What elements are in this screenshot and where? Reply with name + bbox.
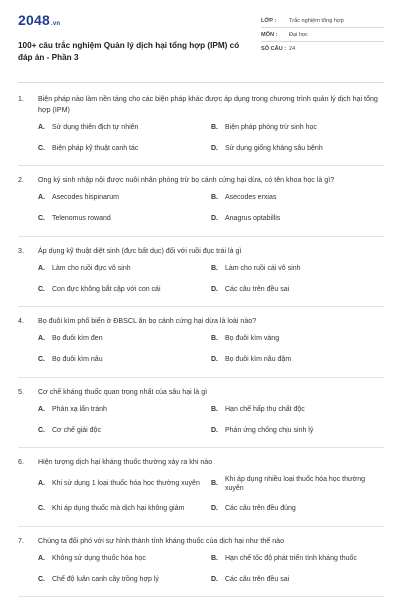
answer-option[interactable]: [38, 214, 211, 225]
option-letter: D.: [211, 426, 218, 434]
answer-option[interactable]: [211, 122, 384, 133]
option-text: Biện pháp kỹ thuật canh tác: [52, 144, 139, 152]
meta-value: 24: [289, 45, 296, 52]
meta-count-row: [261, 42, 384, 55]
option-letter: B.: [211, 554, 218, 562]
answer-option[interactable]: [211, 504, 384, 515]
option-text: Sử dụng thiên địch tự nhiên: [52, 123, 139, 131]
option-letter: D.: [211, 505, 218, 513]
answer-option[interactable]: [211, 574, 384, 585]
answer-option[interactable]: [38, 334, 211, 345]
option-letter: A.: [38, 335, 45, 343]
option-text: Phản xạ lẩn tránh: [52, 405, 107, 413]
answer-option[interactable]: [211, 143, 384, 154]
option-text: Con đực không bắt cặp với con cái: [52, 285, 161, 293]
answer-option[interactable]: [211, 425, 384, 436]
question-text: Hiện tượng dịch hại kháng thuốc thường xảy ra khi nào: [38, 458, 213, 466]
option-text: Không sử dụng thuốc hóa học: [52, 554, 146, 562]
question-item: [18, 457, 384, 527]
question-number: 1.: [18, 95, 24, 103]
option-text: Anagrus optabillis: [225, 215, 281, 223]
question-number: 3.: [18, 246, 24, 255]
answer-option[interactable]: [211, 214, 384, 225]
answer-option[interactable]: [38, 553, 211, 564]
document-meta: [261, 14, 384, 74]
option-text: Telenomus rowand: [52, 215, 111, 223]
question-divider: [18, 377, 384, 378]
answer-options: [18, 193, 384, 235]
answer-option[interactable]: [38, 143, 211, 154]
option-letter: C.: [38, 144, 45, 152]
option-letter: B.: [211, 194, 218, 202]
option-text: Khi áp dụng thuốc mà dịch hại không giảm: [52, 505, 185, 513]
question-text: Ong ký sinh nhập nội được nuôi nhân phòng trừ bọ cánh cứng hại dừa, có tên khoa học là gì?: [38, 176, 335, 184]
option-letter: B.: [211, 480, 218, 488]
option-letter: C.: [38, 285, 45, 293]
question-divider: [18, 526, 384, 527]
answer-options: [18, 334, 384, 376]
option-text: Khi áp dụng nhiều loại thuốc hóa học thường xuyên: [225, 475, 366, 492]
option-text: Sử dụng giống kháng sâu bệnh: [225, 144, 323, 152]
question-divider: [18, 236, 384, 237]
option-text: Các câu trên đều đúng: [225, 505, 296, 513]
question-number: 5.: [18, 387, 24, 396]
option-letter: A.: [38, 405, 45, 413]
answer-option[interactable]: [38, 504, 211, 515]
option-letter: C.: [38, 215, 45, 223]
option-letter: A.: [38, 264, 45, 272]
answer-option[interactable]: [211, 355, 384, 366]
option-letter: B.: [211, 123, 218, 131]
answer-options: [18, 475, 384, 525]
meta-label: MÔN :: [261, 31, 278, 38]
option-letter: C.: [38, 356, 45, 364]
answer-option[interactable]: [38, 425, 211, 436]
answer-option[interactable]: [211, 334, 384, 345]
meta-value: Đại học: [289, 31, 308, 38]
option-letter: B.: [211, 335, 218, 343]
option-letter: A.: [38, 194, 45, 202]
option-letter: C.: [38, 426, 45, 434]
meta-class-row: [261, 14, 384, 28]
option-text: Hạn chế tốc độ phát triển tính kháng thuốc: [225, 554, 357, 562]
question-number: 7.: [18, 536, 24, 545]
answer-option[interactable]: [38, 263, 211, 274]
answer-option[interactable]: [211, 404, 384, 415]
answer-option[interactable]: [38, 193, 211, 204]
option-text: Phản ứng chống chịu sinh lý: [225, 426, 314, 434]
answer-option[interactable]: [38, 404, 211, 415]
option-text: Chế độ luân canh cây trồng hợp lý: [52, 575, 159, 583]
option-text: Làm cho ruồi cái vô sinh: [225, 264, 301, 272]
option-letter: A.: [38, 123, 45, 131]
option-text: Biện pháp phòng trừ sinh học: [225, 123, 317, 131]
answer-option[interactable]: [38, 574, 211, 585]
question-item: [18, 94, 384, 166]
answer-option[interactable]: [38, 475, 211, 494]
question-item: [18, 175, 384, 237]
answer-option[interactable]: [211, 553, 384, 564]
option-letter: A.: [38, 554, 45, 562]
answer-options: [18, 122, 384, 164]
option-text: Bọ đuôi kìm đen: [52, 335, 103, 343]
option-letter: B.: [211, 264, 218, 272]
option-text: Bọ đuôi kìm nâu: [52, 356, 103, 364]
option-text: Asecodes hispinarum: [52, 194, 119, 202]
answer-option[interactable]: [38, 355, 211, 366]
question-number: 2.: [18, 176, 24, 184]
answer-option[interactable]: [211, 284, 384, 295]
logo-main: 2048: [18, 12, 50, 28]
option-letter: D.: [211, 144, 218, 152]
option-text: Làm cho ruồi đực vô sinh: [52, 264, 131, 272]
question-text: Áp dụng kỹ thuật diệt sinh (đực bất dục) đối với ruồi đục trái là gì: [38, 246, 242, 255]
question-text: Chúng ta đối phó với sự hình thành tính kháng thuốc của dịch hại như thế nào: [38, 536, 285, 545]
meta-value: Trắc nghiệm tổng hợp: [289, 17, 344, 24]
logo-domain: .vn: [50, 21, 61, 27]
question-text: Biện pháp nào làm nền tảng cho các biện pháp khác được áp dụng trong chương trình quản lý dịch hại tổng hợp (IPM): [38, 95, 378, 114]
option-letter: D.: [211, 285, 218, 293]
question-divider: [18, 447, 384, 448]
question-item: [18, 536, 384, 598]
question-item: [18, 387, 384, 449]
question-text: Bọ đuôi kìm phổ biến ở ĐBSCL ăn bọ cánh cứng hại dừa là loài nào?: [38, 317, 257, 325]
question-header: [18, 246, 384, 257]
question-list: [18, 94, 384, 597]
answer-option[interactable]: [211, 193, 384, 204]
question-header: [18, 536, 384, 547]
question-header: [18, 175, 384, 186]
question-text: Cơ chế kháng thuốc quan trọng nhất của sâu hại là gì: [38, 387, 208, 396]
option-letter: D.: [211, 575, 218, 583]
question-item: [18, 246, 384, 308]
header-divider: [18, 82, 384, 83]
site-logo[interactable]: [18, 12, 244, 32]
question-header: [18, 316, 384, 327]
option-letter: B.: [211, 405, 218, 413]
option-letter: C.: [38, 575, 45, 583]
option-letter: D.: [211, 215, 218, 223]
answer-option[interactable]: [211, 475, 384, 494]
option-text: Asecodes erxias: [225, 194, 277, 202]
question-divider: [18, 306, 384, 307]
meta-label: SỐ CÂU :: [261, 45, 287, 52]
option-text: Các câu trên đều sai: [225, 285, 290, 293]
question-number: 6.: [18, 458, 24, 466]
answer-option[interactable]: [38, 284, 211, 295]
question-divider: [18, 165, 384, 166]
option-text: Bọ đuôi kìm vàng: [225, 335, 280, 343]
question-header: [18, 387, 384, 398]
document-title: 100+ câu trắc nghiệm Quản lý dịch hại tổng hợp (IPM) có đáp án - Phần 3: [18, 41, 240, 62]
answer-option[interactable]: [38, 122, 211, 133]
option-letter: C.: [38, 505, 45, 513]
question-number: 4.: [18, 317, 24, 325]
header-left: [18, 12, 244, 74]
question-divider: [18, 596, 384, 597]
question-header: [18, 94, 384, 115]
answer-options: [18, 263, 384, 305]
answer-option[interactable]: [211, 263, 384, 274]
question-header: [18, 457, 384, 468]
option-letter: D.: [211, 356, 218, 364]
option-text: Các câu trên đều sai: [225, 575, 290, 583]
meta-subject-row: [261, 28, 384, 42]
option-text: Bọ đuôi kìm nâu đậm: [225, 356, 292, 364]
answer-options: [18, 553, 384, 595]
meta-label: LỚP :: [261, 17, 277, 24]
option-text: Cơ chế giải độc: [52, 426, 101, 434]
answer-options: [18, 404, 384, 446]
question-item: [18, 316, 384, 378]
document-header: [18, 12, 384, 74]
option-text: Khi sử dụng 1 loại thuốc hóa học thường xuyên: [52, 480, 200, 488]
option-text: Hạn chế hấp thụ chất độc: [225, 405, 305, 413]
option-letter: A.: [38, 480, 45, 488]
